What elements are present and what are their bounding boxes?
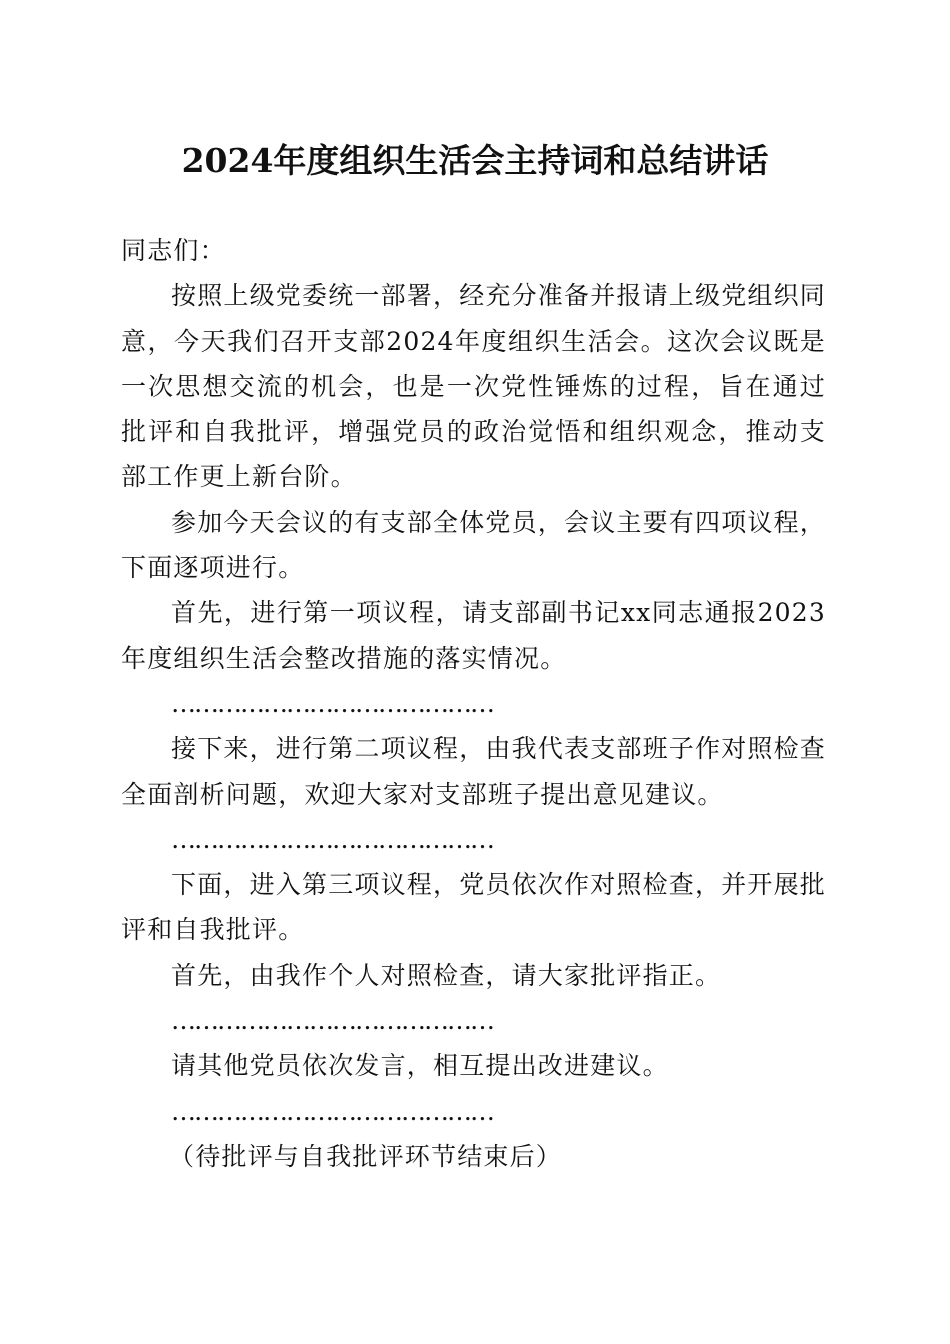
ellipsis-line: …………………………………… (171, 688, 493, 718)
paragraph-agenda-2: 接下来，进行第二项议程，由我代表支部班子作对照检查全面剖析问题，欢迎大家对支部班子提出意见建议。 (121, 734, 827, 809)
ellipsis-line: …………………………………… (171, 1006, 493, 1036)
paragraph-intro: 按照上级党委统一部署，经充分准备并报请上级党组织同意，今天我们召开支部2024年度组织生活会。这次会议既是一次思想交流的机会，也是一次党性锤炼的过程，旨在通过批评和自我批评，增强党员的政治觉悟和组织观念，推动支部工作更上新台阶。 (121, 281, 827, 492)
greeting: 同志们： (121, 236, 226, 265)
paragraph-agenda-1: 首先，进行第一项议程，请支部副书记xx同志通报2023年度组织生活会整改措施的落实情况。 (121, 598, 826, 673)
paragraph-others-speak: 请其他党员依次发言，相互提出改进建议。 (171, 1051, 669, 1081)
paragraph-agenda-3: 下面，进入第三项议程，党员依次作对照检查，并开展批评和自我批评。 (121, 870, 827, 945)
paragraph-attendance: 参加今天会议的有支部全体党员，会议主要有四项议程，下面逐项进行。 (121, 507, 827, 583)
paragraph-self-check: 首先，由我作个人对照检查，请大家批评指正。 (171, 960, 722, 990)
ellipsis-line: …………………………………… (171, 1096, 493, 1126)
ellipsis-line: …………………………………… (171, 824, 493, 854)
paragraph-stage-note: （待批评与自我批评环节结束后） (169, 1141, 563, 1171)
document-title: 2024年度组织生活会主持词和总结讲话 (181, 141, 769, 180)
document-body (121, 228, 826, 1179)
